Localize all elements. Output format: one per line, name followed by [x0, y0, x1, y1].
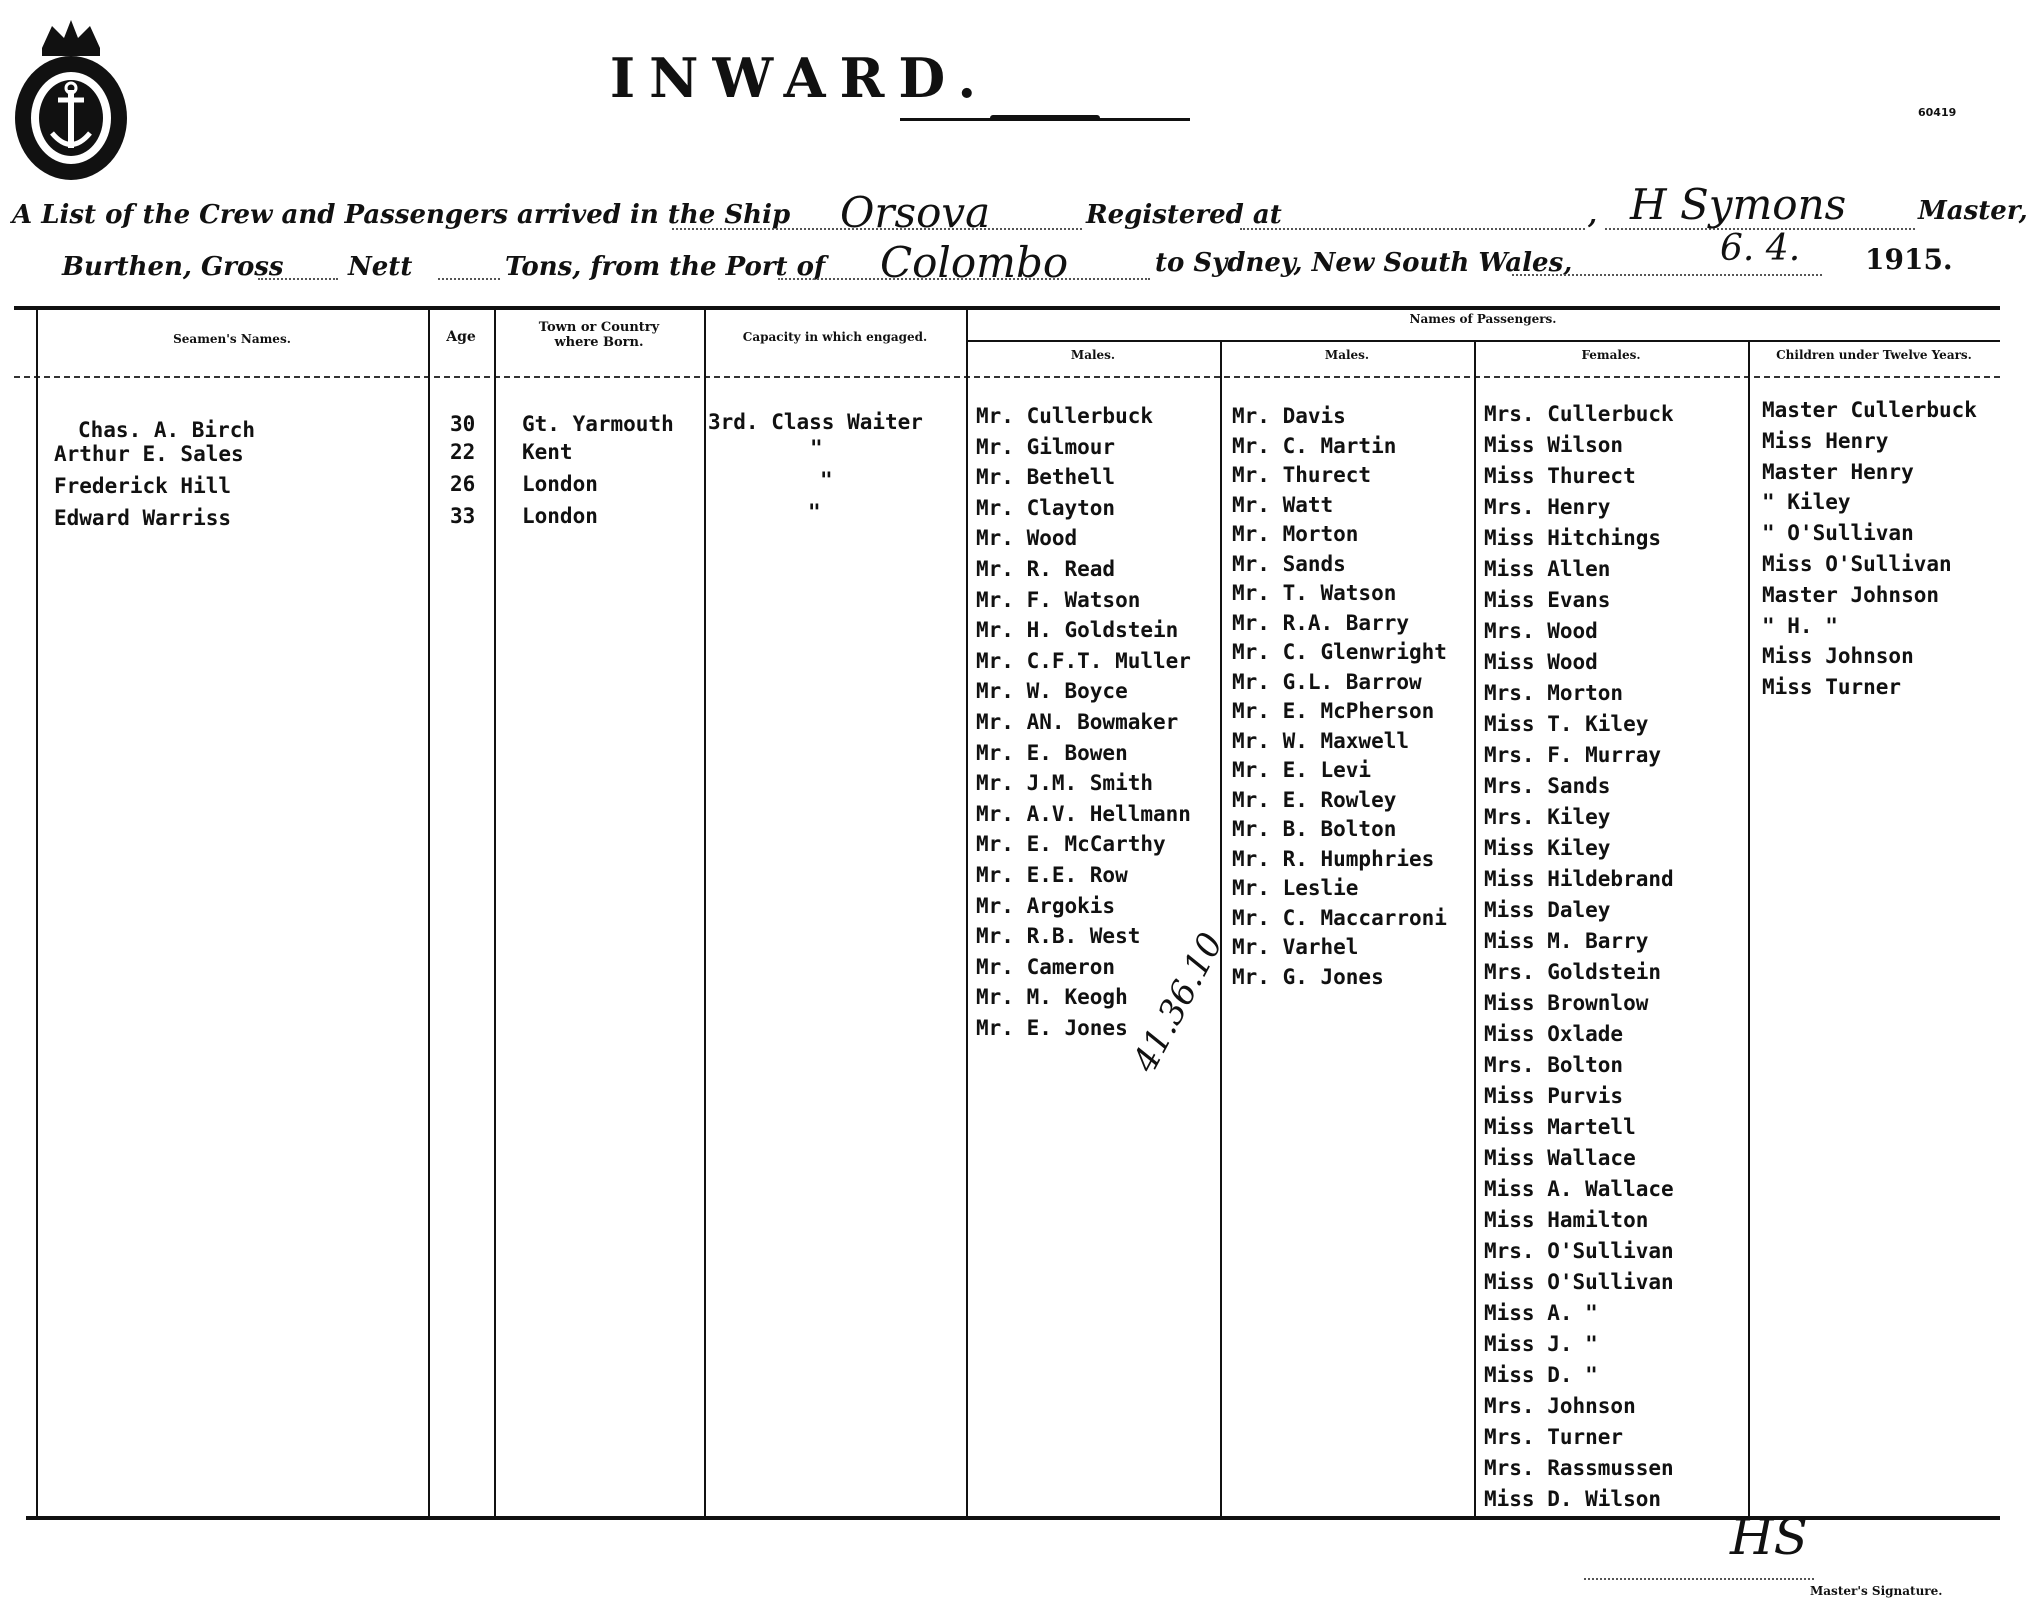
female-passenger-row: Mrs. Wood — [1484, 619, 1598, 643]
col-header-males-1: Males. — [1070, 348, 1116, 362]
male-passenger-row: Mr. R. Read — [976, 557, 1116, 581]
male-passenger-row: Mr. E. Bowen — [976, 740, 1128, 765]
female-passenger-row: Miss Martell — [1484, 1115, 1636, 1139]
male-passenger-row: Mr. E. McCarthy — [976, 832, 1166, 857]
nett-dotted-line — [438, 278, 500, 280]
male-passenger-row: Mr. R. Humphries — [1232, 846, 1435, 871]
list-heading-label: A List of the Crew and Passengers arrived in the Ship — [12, 200, 791, 230]
female-passenger-row: Miss Oxlade — [1484, 1022, 1624, 1046]
male-passenger-row: Mr. A.V. Hellmann — [976, 801, 1191, 826]
burthen-gross-label: Burthen, Gross — [62, 252, 284, 282]
female-passenger-row: Mrs. Sands — [1484, 774, 1611, 798]
female-passenger-row: Miss M. Barry — [1484, 929, 1649, 953]
male-passenger-row: Mr. Morton — [1232, 522, 1359, 546]
date-dotted-line — [1512, 274, 1822, 276]
male-passenger-row: Mr. C. Glenwright — [1232, 640, 1447, 664]
crew-age: 30 — [450, 412, 476, 436]
col-header-town: Town or Country where Born. — [538, 320, 660, 350]
col-divider-age — [428, 308, 430, 1516]
signature-dotted-line — [1584, 1578, 1814, 1580]
crew-capacity: " — [810, 436, 823, 460]
child-passenger-row: Master Henry — [1762, 459, 1914, 484]
child-passenger-row: Miss Henry — [1762, 428, 1889, 453]
female-passenger-row: Miss Wilson — [1484, 433, 1624, 457]
male-passenger-row: Mr. Leslie — [1232, 876, 1359, 900]
male-passenger-row: Mr. W. Maxwell — [1232, 728, 1410, 753]
female-passenger-row: Miss Allen — [1484, 557, 1611, 581]
crew-town: London — [522, 472, 598, 496]
male-passenger-row: Mr. Sands — [1232, 551, 1346, 576]
header-bottom-rule — [14, 376, 2000, 378]
female-passenger-row: Miss Purvis — [1484, 1084, 1624, 1108]
destination-label: to Sydney, New South Wales, — [1155, 248, 1573, 278]
female-passenger-row: Miss Hildebrand — [1484, 867, 1674, 891]
female-passenger-row: Miss Wallace — [1484, 1146, 1636, 1170]
col-divider-children — [1748, 342, 1750, 1516]
nett-label: Nett — [348, 252, 413, 282]
master-label: Master, — [1918, 196, 2028, 226]
male-passenger-row: Mr. M. Keogh — [976, 985, 1128, 1010]
female-passenger-row: Mrs. Turner — [1484, 1425, 1624, 1449]
table-top-border — [14, 306, 2000, 310]
male-passenger-row: Mr. Clayton — [976, 495, 1116, 520]
col-header-seamen: Seamen's Names. — [173, 332, 291, 346]
male-passenger-row: Mr. Davis — [1232, 404, 1346, 428]
crew-age: 22 — [450, 440, 476, 464]
master-name-handwritten: H Symons — [1630, 180, 1847, 229]
crew-age: 33 — [450, 504, 476, 528]
female-passenger-row: Miss Evans — [1484, 588, 1611, 612]
female-passenger-row: Miss A. " — [1484, 1301, 1598, 1325]
col-divider-capacity — [704, 308, 706, 1516]
male-passenger-row: Mr. Bethell — [976, 465, 1116, 490]
master-signature-initials: HS — [1730, 1508, 1808, 1566]
female-passenger-row: Mrs. Morton — [1484, 681, 1624, 705]
child-passenger-row: Master Johnson — [1762, 582, 1940, 607]
page-title: INWARD. — [609, 46, 991, 110]
male-passenger-row: Mr. C. Maccarroni — [1232, 905, 1447, 930]
crew-capacity: 3rd. Class Waiter — [708, 410, 923, 434]
male-passenger-row: Mr. E. Levi — [1232, 758, 1372, 782]
col-divider-males1 — [966, 308, 968, 1516]
tons-from-port-label: Tons, from the Port of — [505, 252, 826, 282]
male-passenger-row: Mr. Wood — [976, 526, 1078, 551]
col-header-females: Females. — [1581, 348, 1641, 362]
col-header-capacity: Capacity in which engaged. — [742, 330, 928, 344]
male-passenger-row: Mr. C.F.T. Muller — [976, 648, 1191, 673]
title-rule-ornament — [990, 115, 1100, 121]
female-passenger-row: Mrs. Rassmussen — [1484, 1456, 1674, 1480]
crew-age: 26 — [450, 472, 476, 496]
male-passenger-row: Mr. H. Goldstein — [976, 618, 1179, 643]
child-passenger-row: Miss Johnson — [1762, 644, 1914, 669]
male-passenger-row: Mr. E.E. Row — [976, 863, 1128, 887]
female-passenger-row: Miss J. " — [1484, 1332, 1598, 1356]
ship-name-handwritten: Orsova — [840, 188, 991, 237]
col-header-age: Age — [446, 329, 476, 345]
female-passenger-row: Miss O'Sullivan — [1484, 1270, 1674, 1294]
male-passenger-row: Mr. B. Bolton — [1232, 817, 1397, 841]
male-passenger-row: Mr. J.M. Smith — [976, 771, 1154, 796]
male-passenger-row: Mr. Cameron — [976, 954, 1116, 979]
child-passenger-row: Miss O'Sullivan — [1762, 552, 1952, 576]
male-passenger-row: Mr. C. Martin — [1232, 433, 1397, 458]
year: 1915. — [1865, 243, 1953, 276]
child-passenger-row: Master Cullerbuck — [1762, 398, 1977, 422]
registered-at-dotted-line — [1240, 228, 1585, 230]
col-header-passengers: Names of Passengers. — [1409, 312, 1557, 326]
male-passenger-row: Mr. E. Jones — [976, 1016, 1128, 1040]
male-passenger-row: Mr. Gilmour — [976, 434, 1116, 459]
female-passenger-row: Miss Hamilton — [1484, 1208, 1649, 1232]
female-passenger-row: Miss T. Kiley — [1484, 712, 1649, 736]
male-passenger-row: Mr. E. Rowley — [1232, 787, 1397, 812]
male-passenger-row: Mr. E. McPherson — [1232, 699, 1435, 723]
crew-town: Gt. Yarmouth — [522, 412, 674, 436]
male-passenger-row: Mr. Varhel — [1232, 935, 1359, 959]
male-passenger-row: Mr. F. Watson — [976, 587, 1141, 612]
female-passenger-row: Miss D. Wilson — [1484, 1487, 1662, 1511]
col-divider-town — [494, 308, 496, 1516]
comma-separator: , — [1588, 200, 1598, 230]
male-passenger-row: Mr. Thurect — [1232, 463, 1372, 487]
female-passenger-row: Miss D. " — [1484, 1363, 1598, 1387]
child-passenger-row: Miss Turner — [1762, 675, 1902, 700]
col-header-children: Children under Twelve Years. — [1776, 348, 1972, 362]
male-passenger-row: Mr. Argokis — [976, 893, 1116, 918]
handwritten-annotation: 41.36.10 — [1125, 926, 1232, 1079]
female-passenger-row: Miss Wood — [1484, 650, 1598, 674]
child-passenger-row: " O'Sullivan — [1762, 521, 1914, 546]
child-passenger-row: " Kiley — [1762, 490, 1851, 515]
passengers-subheader-rule — [968, 340, 2000, 342]
female-passenger-row: Mrs. Cullerbuck — [1484, 402, 1674, 426]
female-passenger-row: Mrs. O'Sullivan — [1484, 1239, 1674, 1263]
male-passenger-row: Mr. R.B. West — [976, 924, 1141, 949]
female-passenger-row: Miss Kiley — [1484, 836, 1611, 860]
gross-dotted-line — [258, 278, 338, 280]
female-passenger-row: Mrs. Johnson — [1484, 1394, 1636, 1418]
port-handwritten: Colombo — [880, 238, 1069, 287]
female-passenger-row: Miss Hitchings — [1484, 526, 1662, 550]
male-passenger-row: Mr. R.A. Barry — [1232, 610, 1410, 635]
female-passenger-row: Mrs. Bolton — [1484, 1053, 1624, 1077]
female-passenger-row: Miss Brownlow — [1484, 991, 1649, 1015]
crew-capacity: " — [820, 468, 833, 492]
date-handwritten: 6. 4. — [1720, 228, 1801, 269]
crew-name: Frederick Hill — [54, 474, 232, 498]
female-passenger-row: Miss A. Wallace — [1484, 1177, 1674, 1201]
male-passenger-row: Mr. Watt — [1232, 492, 1334, 517]
crew-name: Chas. A. Birch — [78, 418, 256, 442]
table-bottom-border — [26, 1516, 2000, 1520]
female-passenger-row: Miss Thurect — [1484, 464, 1636, 488]
male-passenger-row: Mr. Cullerbuck — [976, 404, 1154, 428]
male-passenger-row: Mr. G. Jones — [1232, 964, 1384, 989]
crew-name: Arthur E. Sales — [54, 442, 244, 466]
male-passenger-row: Mr. T. Watson — [1232, 581, 1397, 605]
female-passenger-row: Mrs. Kiley — [1484, 805, 1611, 829]
male-passenger-row: Mr. G.L. Barrow — [1232, 669, 1422, 694]
col-divider-males2 — [1220, 342, 1222, 1516]
crew-town: Kent — [522, 440, 573, 464]
crew-town: London — [522, 504, 598, 528]
female-passenger-row: Mrs. Goldstein — [1484, 960, 1662, 984]
crew-name: Edward Warriss — [54, 506, 232, 530]
child-passenger-row: " H. " — [1762, 613, 1838, 638]
form-number: 60419 — [1918, 106, 1957, 119]
crew-capacity: " — [808, 500, 821, 524]
master-signature-label: Master's Signature. — [1810, 1584, 1943, 1598]
male-passenger-row: Mr. AN. Bowmaker — [976, 710, 1179, 734]
female-passenger-row: Mrs. Henry — [1484, 495, 1611, 519]
col-divider-left — [36, 308, 38, 1516]
registered-at-label: Registered at — [1086, 200, 1282, 230]
female-passenger-row: Mrs. F. Murray — [1484, 743, 1662, 767]
female-passenger-row: Miss Daley — [1484, 898, 1611, 922]
col-header-males-2: Males. — [1324, 348, 1370, 362]
male-passenger-row: Mr. W. Boyce — [976, 679, 1128, 704]
col-divider-females — [1474, 342, 1476, 1516]
